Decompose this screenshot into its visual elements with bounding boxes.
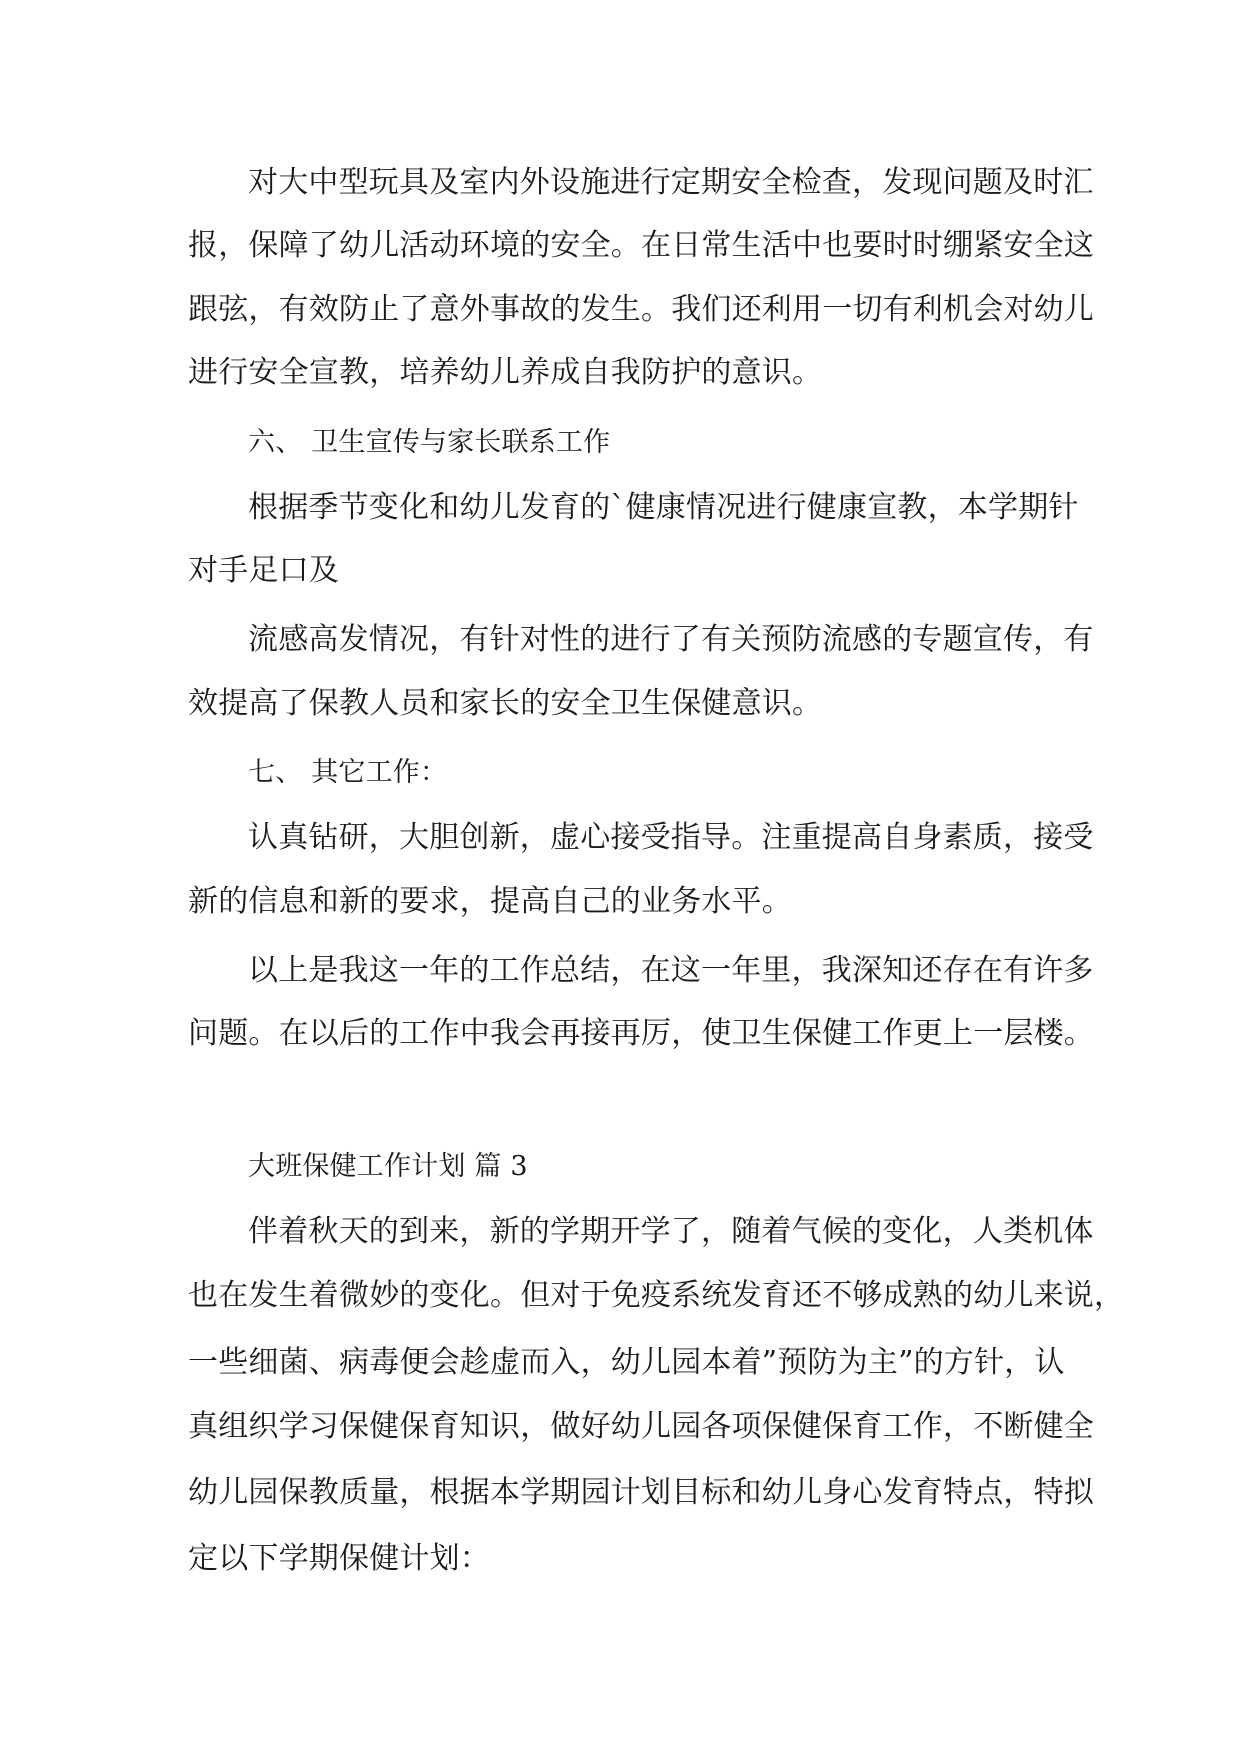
text-line: 效提高了保教人员和家长的安全卫生保健意识。 (188, 686, 823, 721)
text-line: 跟弦，有效防止了意外事故的发生。我们还利用一切有利机会对幼儿 (188, 292, 1094, 327)
text-line: 一些细菌、病毒便会趁虚而入，幼儿园本着”预防为主”的方针，认 (188, 1345, 1065, 1380)
text-line: 报，保障了幼儿活动环境的安全。在日常生活中也要时时绷紧安全这 (188, 228, 1094, 263)
text-line: 伴着秋天的到来，新的学期开学了，随着气候的变化，人类机体 (248, 1214, 1094, 1249)
text-line: 以上是我这一年的工作总结，在这一年里，我深知还存在有许多 (248, 953, 1094, 988)
section-heading-text: 七、 其它工作： (248, 757, 448, 788)
text-line: 真组织学习保健保育知识，做好幼儿园各项保健保育工作，不断健全 (188, 1409, 1094, 1444)
text-line: 流感高发情况，有针对性的进行了有关预防流感的专题宣传，有 (248, 622, 1094, 657)
section-heading-text: 六、 卫生宣传与家长联系工作 (248, 427, 611, 458)
text-line: 根据季节变化和幼儿发育的`健康情况进行健康宣教，本学期针 (248, 490, 1079, 525)
text-line: 认真钻研，大胆创新，虚心接受指导。注重提高自身素质，接受 (248, 820, 1094, 855)
text-line: 新的信息和新的要求，提高自己的业务水平。 (188, 884, 792, 919)
text-line: 幼儿园保教质量，根据本学期园计划目标和幼儿身心发育特点，特拟 (188, 1475, 1094, 1510)
text-line: 对手足口及 (188, 553, 339, 588)
text-line: 进行安全宣教，培养幼儿养成自我防护的意识。 (188, 355, 823, 390)
text-line: 也在发生着微妙的变化。但对于免疫系统发育还不够成熟的幼儿来说， (188, 1278, 1125, 1313)
article-title-text: 大班保健工作计划 篇 3 (248, 1151, 528, 1182)
text-line: 定以下学期保健计划： (188, 1541, 490, 1576)
text-line: 问题。在以后的工作中我会再接再厉，使卫生保健工作更上一层楼。 (188, 1016, 1094, 1051)
text-line: 对大中型玩具及室内外设施进行定期安全检查，发现问题及时汇 (248, 165, 1094, 200)
